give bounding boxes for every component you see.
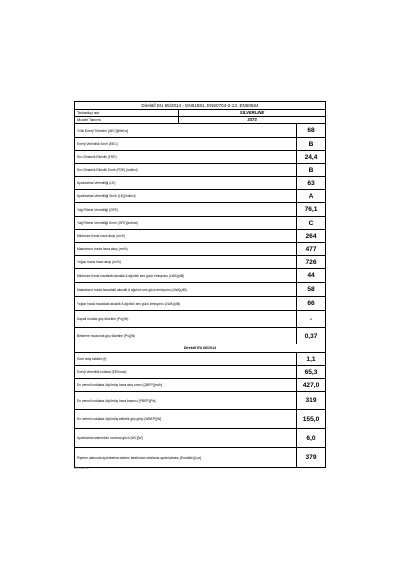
row-label: Süre artış faktörü (f) — [75, 353, 297, 365]
table-row — [75, 410, 325, 429]
table-row — [75, 138, 325, 151]
rows-block — [75, 124, 325, 344]
row-value: 1,1 — [306, 355, 316, 363]
row-label: Yoğun hızda hava akışı (m³/h) — [75, 256, 297, 268]
meta-row — [75, 110, 325, 117]
row-label: Enerji Verimlilik Sınıfı (EEC) — [75, 138, 297, 150]
row-value: B — [308, 166, 314, 174]
row-value: 427,0 — [302, 381, 320, 389]
table-row — [75, 164, 325, 177]
row-label: Kapalı modda güç tüketimi (Po)(W) — [75, 311, 297, 327]
table-row — [75, 230, 325, 243]
row-value: A — [308, 192, 314, 200]
row-value: 63 — [307, 179, 315, 187]
row-value: 6,0 — [306, 434, 316, 442]
row-label: Maksimum hızda havadaki akustik A ağırlıklı ses gücü emisyonu (LWA)(dB) — [75, 283, 297, 296]
row-value: 66 — [307, 300, 315, 307]
row-value: 264 — [305, 232, 317, 240]
row-value: 477 — [305, 245, 317, 253]
row-value: 24,4 — [304, 153, 318, 161]
row-label: Yoğun hızda havadaki akustik A ağırlıklı ses gücü emisyonu (LWA)(dB) — [75, 297, 297, 310]
table-row — [75, 256, 325, 269]
meta-value: 3373 — [247, 117, 257, 122]
row-label: Aydınlatma Verimliliği Sınıfı (LE)(indirici) — [75, 190, 297, 202]
meta-row — [75, 117, 325, 124]
row-value: 726 — [305, 258, 317, 266]
table-row — [75, 283, 325, 297]
table-row — [75, 366, 325, 379]
row-label: Minimum hızda hava akışı (m³/h) — [75, 230, 297, 242]
table-row — [75, 243, 325, 256]
row-label: En verimli noktada ölçülmüş hava basıncı (PBEP)[Pa] — [75, 392, 297, 409]
table-row — [75, 379, 325, 392]
table-row — [75, 353, 325, 366]
row-label: Yağ Filtresi Verimliliği (GFE) — [75, 203, 297, 216]
meta-label: Model Tanımı — [75, 117, 179, 123]
row-label: En verimli noktada ölçülmüş hava akış oranı (QBEP)[m³/h] — [75, 379, 297, 391]
row-value: 319 — [305, 397, 317, 404]
row-label: Aydınlatma Verimliliği (LE) — [75, 177, 297, 189]
row-value: - — [309, 315, 313, 323]
table-row — [75, 190, 325, 203]
table-row — [75, 177, 325, 190]
directive-header: Direktif EU 65/2014 - EN61591, EN60704-2-13, EN50564 — [75, 102, 325, 110]
table-row — [75, 124, 325, 138]
table-row — [75, 311, 325, 328]
section-header: Direktif EU 66/2014 — [75, 344, 325, 353]
product-fiche-table — [74, 101, 326, 468]
table-row — [75, 328, 325, 344]
row-value: 76,1 — [304, 206, 318, 213]
row-value: C — [308, 219, 314, 227]
row-label: Maksimum hızda hava akışı (m³/h) — [75, 243, 297, 255]
row-value: 0,37 — [304, 332, 318, 340]
row-label: Yıllık Enerji Tüketimi (AEC)[kWh/a] — [75, 124, 297, 137]
row-label: Minimum hızda havadaki akustik A ağırlıklı ses gücü emisyonu (LWA)(dB) — [75, 269, 297, 282]
table-row — [75, 297, 325, 311]
row-label: Bekleme modunda güç tüketimi (Ps)(W) — [75, 328, 297, 344]
meta-block — [75, 110, 325, 124]
meta-value: SILVERLINE — [239, 110, 265, 115]
row-value: 68 — [307, 127, 315, 134]
row-value: B — [308, 140, 314, 148]
table-row — [75, 217, 325, 230]
row-label: Sıvı Dinamik Etkinlik (FDE) — [75, 151, 297, 163]
footnote: 3373 ürün fişi — [74, 467, 89, 470]
table-row — [75, 203, 325, 217]
table-row — [75, 151, 325, 164]
meta-label: Tedarikçi adı — [75, 110, 179, 116]
table-row — [75, 448, 325, 467]
row-value: 379 — [305, 454, 317, 461]
row-label: En verimli noktada ölçülmüş elektrik güç girişi (WBEP)[W] — [75, 410, 297, 428]
row-label: Pişirme alanında aydınlatma sistemi tarafından ortalama aydınlatması (Emiddle)[Lux] — [75, 448, 297, 467]
row-value: 44 — [307, 272, 315, 279]
table-row — [75, 269, 325, 283]
row-value: 65,3 — [304, 368, 318, 376]
row-label: Enerji Verimlilik İndeksi (EEIhood) — [75, 366, 297, 378]
rows2-block — [75, 353, 325, 467]
row-label: Yağ Filtresi Verimliliği Sınıfı (GFE)(indirici) — [75, 217, 297, 229]
row-value: 155,0 — [302, 415, 320, 423]
row-label: Sıvı Dinamik Etkinlik Sınıfı (FDE) (indirici) — [75, 164, 297, 176]
table-row — [75, 392, 325, 410]
row-value: 58 — [307, 286, 315, 293]
table-row — [75, 429, 325, 448]
row-label: Aydınlatma sisteminin nominal gücü (WL)[W] — [75, 429, 297, 447]
